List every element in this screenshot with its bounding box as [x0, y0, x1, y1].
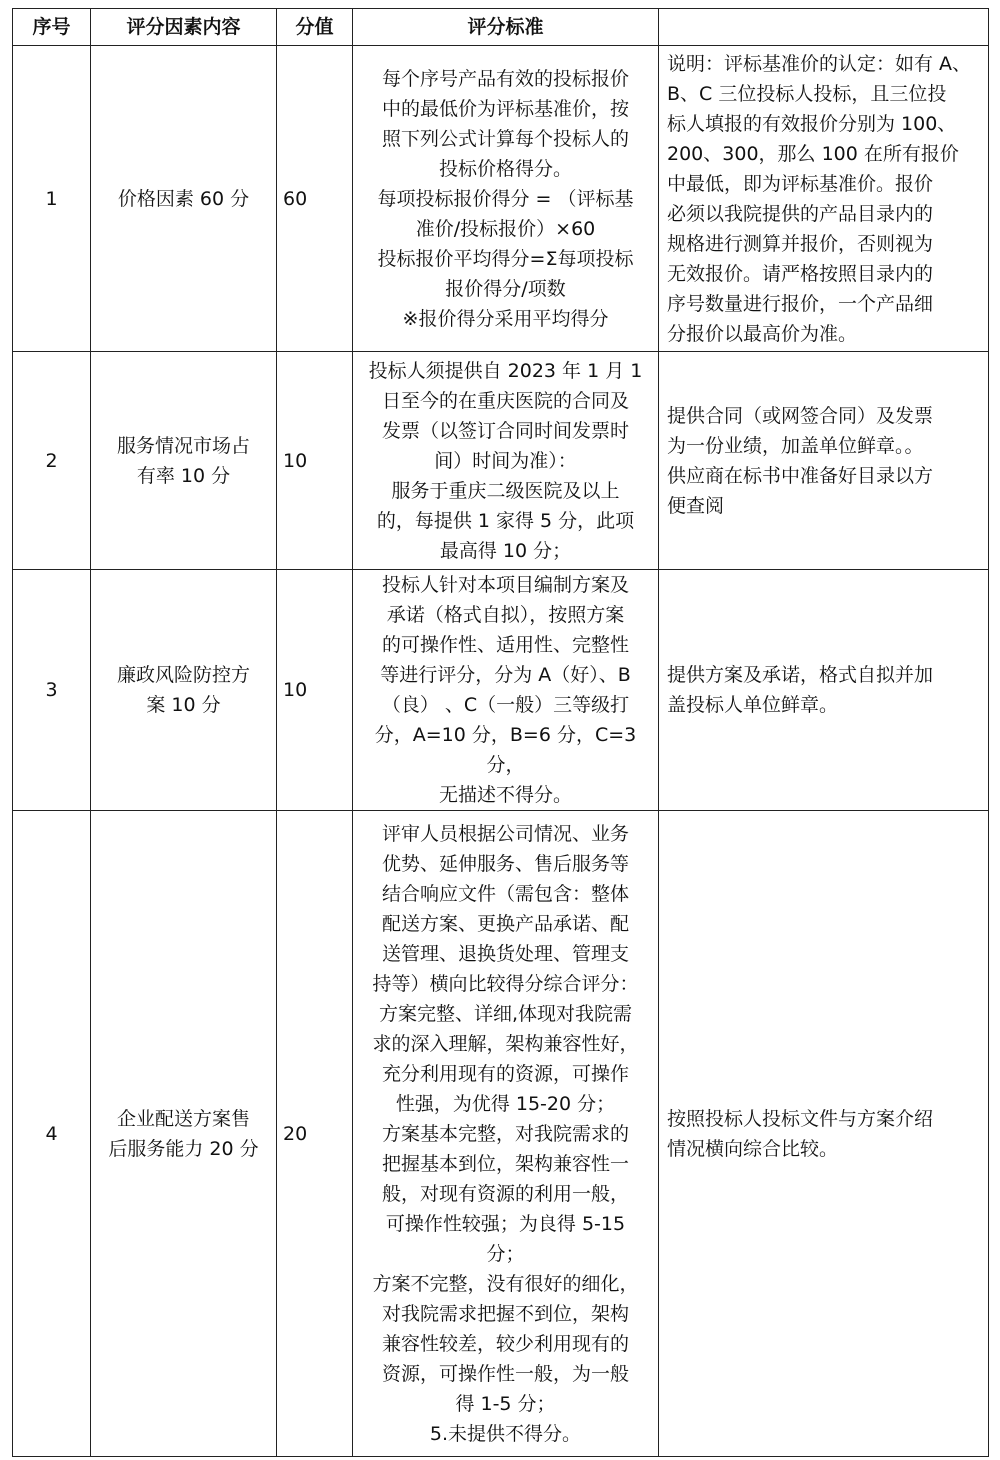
criteria-line: 方案完整、详细,体现对我院需 — [378, 1002, 633, 1025]
criteria-line: 优势、延伸服务、售后服务等 — [381, 852, 629, 875]
table-row — [13, 811, 989, 1457]
cell-factor — [91, 352, 277, 570]
cell-note — [659, 352, 989, 570]
criteria-line: 性强，为优得 15-20 分； — [395, 1092, 616, 1115]
criteria-line: 5.未提供不得分。 — [429, 1422, 582, 1445]
note-line: 为一份业绩，加盖单位鲜章。。 — [667, 434, 924, 457]
cell-criteria — [353, 811, 659, 1457]
cell-note — [659, 570, 989, 811]
note-line: 便查阅 — [667, 494, 725, 517]
scoring-table — [12, 8, 989, 1457]
cell-no: 3 — [13, 570, 91, 811]
note-line: 分报价以最高价为准。 — [667, 322, 858, 345]
table-row — [13, 352, 989, 570]
table-row — [13, 46, 989, 352]
criteria-line: 每个序号产品有效的投标报价 — [381, 67, 629, 90]
factor-line: 服务情况市场占 — [116, 434, 250, 457]
note-line: 说明：评标基准价的认定：如有 A、 — [667, 52, 972, 75]
cell-score: 20 — [277, 811, 353, 1457]
cell-factor — [91, 570, 277, 811]
criteria-line: 对我院需求把握不到位，架构 — [381, 1302, 629, 1325]
criteria-line: 充分利用现有的资源，可操作 — [381, 1062, 629, 1085]
criteria-line: 的可操作性、适用性、完整性 — [381, 634, 629, 656]
criteria-line: 求的深入理解，架构兼容性好， — [372, 1032, 639, 1055]
criteria-line: 无描述不得分。 — [438, 784, 572, 806]
cell-factor — [91, 811, 277, 1457]
note-line: 无效报价。请严格按照目录内的 — [667, 262, 934, 285]
criteria-line: 得 1-5 分； — [455, 1392, 556, 1415]
note-line: 情况横向综合比较。 — [667, 1137, 839, 1160]
table-row — [13, 570, 989, 811]
note-line: 标人填报的有效报价分别为 100、 — [667, 112, 957, 135]
criteria-line: 投标人针对本项目编制方案及 — [381, 574, 629, 596]
criteria-line: 照下列公式计算每个投标人的 — [381, 127, 629, 150]
criteria-line: 配送方案、更换产品承诺、配 — [381, 912, 629, 935]
criteria-line: 最高得 10 分； — [439, 539, 572, 562]
header-note — [659, 9, 989, 46]
criteria-line: 送管理、退换货处理、管理支 — [381, 942, 629, 965]
criteria-line: 投标人须提供自 2023 年 1 月 1 — [368, 359, 643, 382]
header-no: 序号 — [13, 9, 91, 46]
criteria-line: 资源，可操作性一般，为一般 — [381, 1362, 629, 1385]
criteria-line: 方案基本完整，对我院需求的 — [381, 1122, 629, 1145]
criteria-line: 服务于重庆二级医院及以上 — [391, 479, 620, 502]
note-line: 供应商在标书中准备好目录以方 — [667, 464, 934, 487]
factor-line: 有率 10 分 — [136, 464, 231, 487]
cell-score: 10 — [277, 570, 353, 811]
criteria-line: 方案不完整，没有很好的细化， — [372, 1272, 639, 1295]
cell-no: 1 — [13, 46, 91, 352]
criteria-line: ※报价得分采用平均得分 — [402, 307, 609, 330]
header-criteria: 评分标准 — [353, 9, 659, 46]
note-line: B、C 三位投标人投标，且三位投 — [667, 82, 947, 105]
criteria-line: 每项投标报价得分 = （评标基 — [377, 187, 634, 210]
criteria-line: 发票（以签订合同时间发票时 — [381, 419, 629, 442]
criteria-line: 准价/投标报价）×60 — [415, 217, 596, 240]
criteria-line: 评审人员根据公司情况、业务 — [381, 822, 629, 845]
note-line: 提供方案及承诺，格式自拟并加 — [667, 664, 934, 686]
note-line: 序号数量进行报价，一个产品细 — [667, 292, 934, 315]
criteria-line: 间）时间为准）： — [434, 449, 577, 472]
cell-factor — [91, 46, 277, 352]
factor-line: 后服务能力 20 分 — [108, 1137, 259, 1160]
cell-criteria — [353, 570, 659, 811]
criteria-line: 持等）横向比较得分综合评分： — [372, 972, 639, 995]
cell-criteria — [353, 352, 659, 570]
criteria-line: 日至今的在重庆医院的合同及 — [381, 389, 629, 412]
criteria-line: 投标报价平均得分=Σ每项投标 — [377, 247, 634, 270]
criteria-line: 的，每提供 1 家得 5 分，此项 — [376, 509, 635, 532]
criteria-line: 分，A=10 分，B=6 分，C=3 分， — [374, 724, 637, 776]
cell-no: 4 — [13, 811, 91, 1457]
criteria-line: 兼容性较差，较少利用现有的 — [381, 1332, 629, 1355]
note-line: 必须以我院提供的产品目录内的 — [667, 202, 934, 225]
note-line: 200、300，那么 100 在所有报价 — [667, 142, 959, 165]
criteria-line: 承诺（格式自拟），按照方案 — [386, 604, 625, 626]
cell-score: 10 — [277, 352, 353, 570]
note-line: 中最低，即为评标基准价。报价 — [667, 172, 934, 195]
factor-line: 价格因素 60 分 — [117, 187, 250, 210]
criteria-line: （良） 、C（一般）三等级打 — [381, 694, 630, 716]
note-line: 盖投标人单位鲜章。 — [667, 694, 839, 716]
factor-line: 案 10 分 — [146, 694, 221, 716]
criteria-line: 报价得分/项数 — [445, 277, 566, 300]
criteria-line: 分； — [486, 1242, 525, 1265]
criteria-line: 等进行评分，分为 A（好）、B — [380, 664, 631, 686]
cell-criteria — [353, 46, 659, 352]
criteria-line: 投标价格得分。 — [438, 157, 572, 180]
header-row — [13, 9, 989, 46]
criteria-line: 结合响应文件（需包含：整体 — [381, 882, 629, 905]
criteria-line: 中的最低价为评标基准价，按 — [381, 97, 629, 120]
cell-note — [659, 46, 989, 352]
note-line: 提供合同（或网签合同）及发票 — [667, 404, 934, 427]
cell-note — [659, 811, 989, 1457]
criteria-line: 般，对现有资源的利用一般， — [381, 1182, 629, 1205]
factor-line: 企业配送方案售 — [116, 1107, 250, 1130]
note-line: 按照投标人投标文件与方案介绍 — [667, 1107, 934, 1130]
criteria-line: 把握基本到位，架构兼容性一 — [381, 1152, 629, 1175]
cell-no: 2 — [13, 352, 91, 570]
header-factor: 评分因素内容 — [91, 9, 277, 46]
header-score: 分值 — [277, 9, 353, 46]
cell-score: 60 — [277, 46, 353, 352]
criteria-line: 可操作性较强；为良得 5-15 — [385, 1212, 626, 1235]
note-line: 规格进行测算并报价，否则视为 — [667, 232, 934, 255]
factor-line: 廉政风险防控方 — [116, 664, 250, 686]
